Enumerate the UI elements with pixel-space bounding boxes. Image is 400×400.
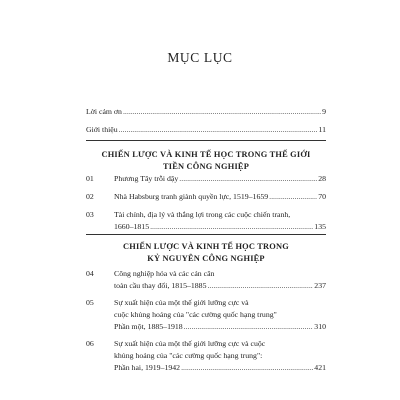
leader-dots (207, 280, 313, 292)
part-heading: CHIẾN LƯỢC VÀ KINH TẾ HỌC TRONG KỶ NGUYÊN CÔNG NGHIỆP (123, 242, 289, 263)
chapter-title: Sự xuất hiện của một thế giới lưỡng cực và cuộc (114, 339, 266, 348)
divider (86, 140, 326, 141)
leader-dots (119, 124, 318, 136)
toc-entry-introduction[interactable] (86, 124, 326, 136)
chapter-number: 05 (86, 298, 94, 307)
leader-dots (184, 321, 314, 333)
chapter-title-cont: khủng hoảng của "các cường quốc hạng trung": (114, 351, 263, 360)
chapter-title: Tài chính, địa lý và thắng lợi trong các cuộc chiến tranh, (114, 210, 291, 219)
chapter-title: Phương Tây trỗi dậy (114, 174, 179, 183)
toc-entry-chapter-02[interactable] (86, 191, 326, 203)
chapter-title: Sự xuất hiện của một thế giới lưỡng cực và (114, 298, 249, 307)
chapter-title-cont: cuộc khủng hoảng của "các cường quốc hạng trung" (114, 310, 277, 319)
toc-entry-chapter-05[interactable] (86, 297, 326, 333)
chapter-title-cont: Phần một, 1885–1918 (114, 322, 183, 331)
toc-entry-chapter-06[interactable] (86, 338, 326, 374)
chapter-title: Nhà Habsburg tranh giành quyền lực, 1519–1659 (114, 192, 269, 201)
entry-page: 310 (314, 322, 326, 331)
chapter-number: 06 (86, 339, 94, 348)
entry-page: 237 (314, 281, 326, 290)
entry-page: 11 (318, 125, 326, 134)
chapter-title-cont: Phần hai, 1919–1942 (114, 363, 181, 372)
toc-title: MỤC LỤC (167, 50, 233, 65)
entry-page: 135 (314, 222, 326, 231)
chapter-title-cont: toàn cầu thay đổi, 1815–1885 (114, 281, 207, 290)
leader-dots (123, 106, 321, 118)
toc-entry-acknowledgements[interactable] (86, 106, 326, 118)
leader-dots (181, 362, 313, 374)
entry-page: 421 (314, 363, 326, 372)
entry-page: 9 (322, 107, 326, 116)
chapter-number: 01 (86, 174, 94, 183)
chapter-number: 03 (86, 210, 94, 219)
entry-label: Giới thiệu (86, 125, 118, 134)
entry-page: 70 (318, 192, 326, 201)
toc-entry-chapter-01[interactable] (86, 173, 326, 185)
toc-entry-chapter-04[interactable] (86, 268, 326, 292)
chapter-title: Công nghiệp hóa và các cán cân (114, 269, 215, 278)
chapter-number: 04 (86, 269, 94, 278)
chapter-title-cont: 1660–1815 (114, 222, 150, 231)
divider (86, 234, 326, 235)
chapter-number: 02 (86, 192, 94, 201)
leader-dots (269, 191, 317, 203)
leader-dots (150, 221, 313, 233)
part-heading: CHIẾN LƯỢC VÀ KINH TẾ HỌC TRONG THẾ GIỚI TIỀN CÔNG NGHIỆP (101, 150, 311, 171)
entry-label: Lời cảm ơn (86, 107, 122, 116)
leader-dots (179, 173, 317, 185)
toc-entry-chapter-03[interactable] (86, 209, 326, 233)
entry-page: 28 (318, 174, 326, 183)
